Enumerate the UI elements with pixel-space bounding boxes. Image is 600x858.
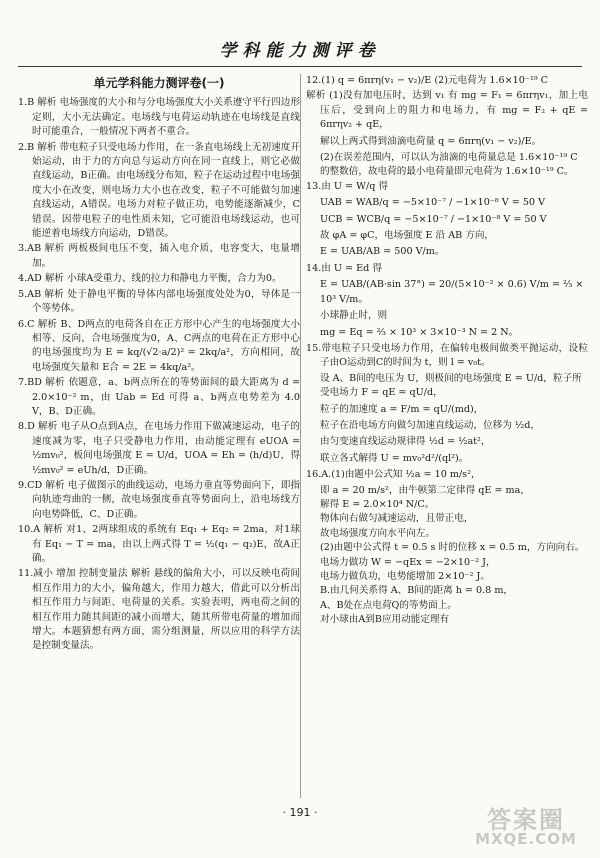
answer-2: 2.B 解析 带电粒子只受电场力作用，在一条直电场线上无初速度开始运动，由于力的方向总与运动方向在同一直线上，则它必做直线运动，B正确。由电场线分布知，粒子在运动过程中电场强度大小在改变，则电场力大小也在改变，粒子不可能做匀加速直线运动，A错误。电场力对粒子做正功，电势能逐渐减少，C错误。因带电粒子的电性质未知，它可能沿电场线运动，也可能逆着电场线方向运动，D错误。: [18, 141, 300, 240]
section-title: 单元学科能力测评卷(一): [93, 76, 225, 90]
answer-15-result: 联立各式解得 U = mv₀²d²/(ql²)。: [320, 452, 469, 464]
answer-6: 6.C 解析 B、D两点的电荷各自在正方形中心产生的电场强度大小相等、反向，合电场强度为0，A、C两点的电荷在正方形中心的电场强度均为 E = kq/(√2·a/2)² = 2kq/a²，方向相同，故电场强度矢量和 E合 = 2E = 4kq/a²。: [18, 318, 300, 373]
answer-15-accel: 粒子的加速度 a = F/m = qU/(md)，: [320, 403, 484, 415]
answer-16-b-equipotential: A、B处在点电荷Q的等势面上。: [320, 599, 457, 611]
header-rule: [18, 66, 582, 67]
answer-7: 7.BD 解析 依题意，a、b两点所在的等势面间的最大距离为 d = 2.0×10⁻² m，由 Uab = Ed 可得 a、b两点电势差为 4.0 V，B、D正确。: [18, 377, 300, 417]
answer-15: 15.带电粒子只受电场力作用，在偏转电极间做类平抛运动，设粒子由O运动到C的时间为 t，则 l = v₀t。: [306, 342, 588, 369]
answer-16-motion: 物体向右做匀减速运动，且带正电，: [320, 513, 474, 525]
page-number: · 191 ·: [282, 806, 318, 819]
answer-9: 9.CD 解析 电子做图示的曲线运动，电场力垂直等势面向下，即指向轨迹弯曲的一侧，故电场强度垂直等势面向上，沿电场线方向电势降低，C、D正确。: [18, 479, 300, 520]
answer-12: 12.(1) q = 6πrη(v₁ − v₂)/E (2)元电荷为 1.6×10⁻¹⁹ C: [306, 75, 549, 86]
answer-16: 16.A.(1)由题中公式知 ½a = 10 m/s²，: [306, 469, 481, 481]
watermark-logo: [462, 800, 590, 852]
answer-13: 13.由 U = W/q 得: [306, 180, 389, 192]
answer-13-conclusion: 故 φA = φC，电场强度 E 沿 AB 方向，: [320, 230, 495, 242]
answer-14: 14.由 U = Ed 得: [306, 262, 382, 274]
answer-16-work: 电场力做功 W = −qEx = −2×10⁻² J，: [320, 556, 496, 568]
answer-15-field: 设 A、B间的电压为 U，则极间的电场强度 E = U/d，粒子所受电场力 F = qE = qU/d，: [320, 372, 582, 399]
answer-16-energy: 电场力做负功，电势能增加 2×10⁻² J。: [320, 571, 490, 582]
answer-12-explain-2: 解以上两式得到油滴电荷量 q = 6πrη(v₁ − v₂)/E。: [320, 135, 542, 147]
answer-10: 10.A 解析 对1、2两球组成的系统有 Eq₁ + Eq₂ = 2ma，对1球有 Eq₁ − T = ma，由以上两式得 T = ½(q₁ − q₂)E，故A正确。: [18, 524, 300, 564]
answer-12-explain-3: (2)在误差范围内，可以认为油滴的电荷量总是 1.6×10⁻¹⁹ C 的整数倍，故电荷的最小电荷量即元电荷为 1.6×10⁻¹⁹ C。: [320, 152, 578, 178]
right-column: [306, 74, 588, 628]
answer-16-b-energy: 对小球由A到B应用动能定理有: [320, 614, 450, 626]
column-divider: [300, 74, 301, 798]
answer-8: 8.D 解析 电子从O点到A点，在电场力作用下做减速运动，电子的速度减为零，电子只受静电力作用，由动能定理有 eUOA = ½mv₀²，板间电场强度 E = U/d，UOA = Eh = (h/d)U，得 ½mv₀² = eUh/d，D正确。: [18, 421, 300, 476]
answer-14-text: 小球静止时，则: [320, 310, 388, 322]
answer-3: 3.AB 解析 两板极间电压不变，插入电介质，电容变大，电量增加。: [18, 243, 300, 269]
answer-14-force: mg = Eq = ⅔ × 10³ × 3×10⁻³ N = 2 N。: [320, 326, 519, 338]
answer-15-kinematics: 由匀变速直线运动规律得 ½d = ½at²，: [320, 436, 491, 448]
answer-5: 5.AB 解析 处于静电平衡的导体内部电场强度处处为0，导体是一个等势体。: [18, 288, 300, 315]
answer-1: 1.B 解析 电场强度的大小和与分电场强度大小关系遵守平行四边形定则，大小无法确定。电场线与电荷运动轨迹在电场线是直线时可能重合，一般情况下两者不重合。: [18, 97, 300, 138]
answer-15-displacement: 粒子在沿电场方向做匀加速直线运动，位移为 ½d，: [320, 419, 540, 431]
answer-12-explain-1: 解析 (1)没有加电压时，达到 v₁ 有 mg = F₁ = 6πrηv₁，加上电压后，受到向上的阻力和电场力，有 mg = F₂ + qE = 6πrηv₂ + qE，: [306, 90, 588, 131]
answer-11: 11.减小 增加 控制变量法 解析 悬线的偏角大小，可以反映电荷间相互作用力的大小，偏角越大，作用力越大，借此可以分析出相互作用力与间距、电荷量的关系。实验表明，两电荷之间的相互作用力随其间距的减小而增大，随其所带电荷量的增加而增大。本题猜想有两方面，需分组测量，所以应用的科学方法是控制变量法。: [18, 568, 300, 652]
answer-13-field: E = UAB/AB = 500 V/m。: [320, 246, 445, 258]
watermark-text: 答案圈: [487, 806, 565, 834]
watermark-url: MXQE.COM: [475, 830, 577, 848]
answer-16-newton: 即 a = 20 m/s²，由牛顿第二定律得 qE = ma，: [320, 484, 530, 496]
answer-16-direction: 故电场强度方向水平向左。: [320, 527, 436, 539]
page-header-title: 学科能力测评卷: [219, 41, 381, 61]
answer-4: 4.AD 解析 小球A受重力、线的拉力和静电力平衡，合力为0。: [18, 273, 282, 285]
answer-14-field: E = UAB/(AB·sin 37°) = 20/(5×10⁻² × 0.6) V/m = ⅔ × 10³ V/m。: [320, 279, 584, 305]
left-column: [18, 74, 300, 655]
answer-16-b-distance: B.由几何关系得 A、B间的距离 h = 0.8 m，: [320, 585, 514, 597]
answer-16-field: 解得 E = 2.0×10⁴ N/C。: [320, 498, 435, 510]
answer-13-ucb: UCB = WCB/q = −5×10⁻⁷ / −1×10⁻⁸ V = 50 V: [320, 213, 547, 225]
answer-16-part2: (2)由题中公式得 t = 0.5 s 时的位移 x = 0.5 m，方向向右。: [320, 542, 585, 554]
answer-13-uab: UAB = WAB/q = −5×10⁻⁷ / −1×10⁻⁸ V = 50 V: [320, 197, 546, 209]
